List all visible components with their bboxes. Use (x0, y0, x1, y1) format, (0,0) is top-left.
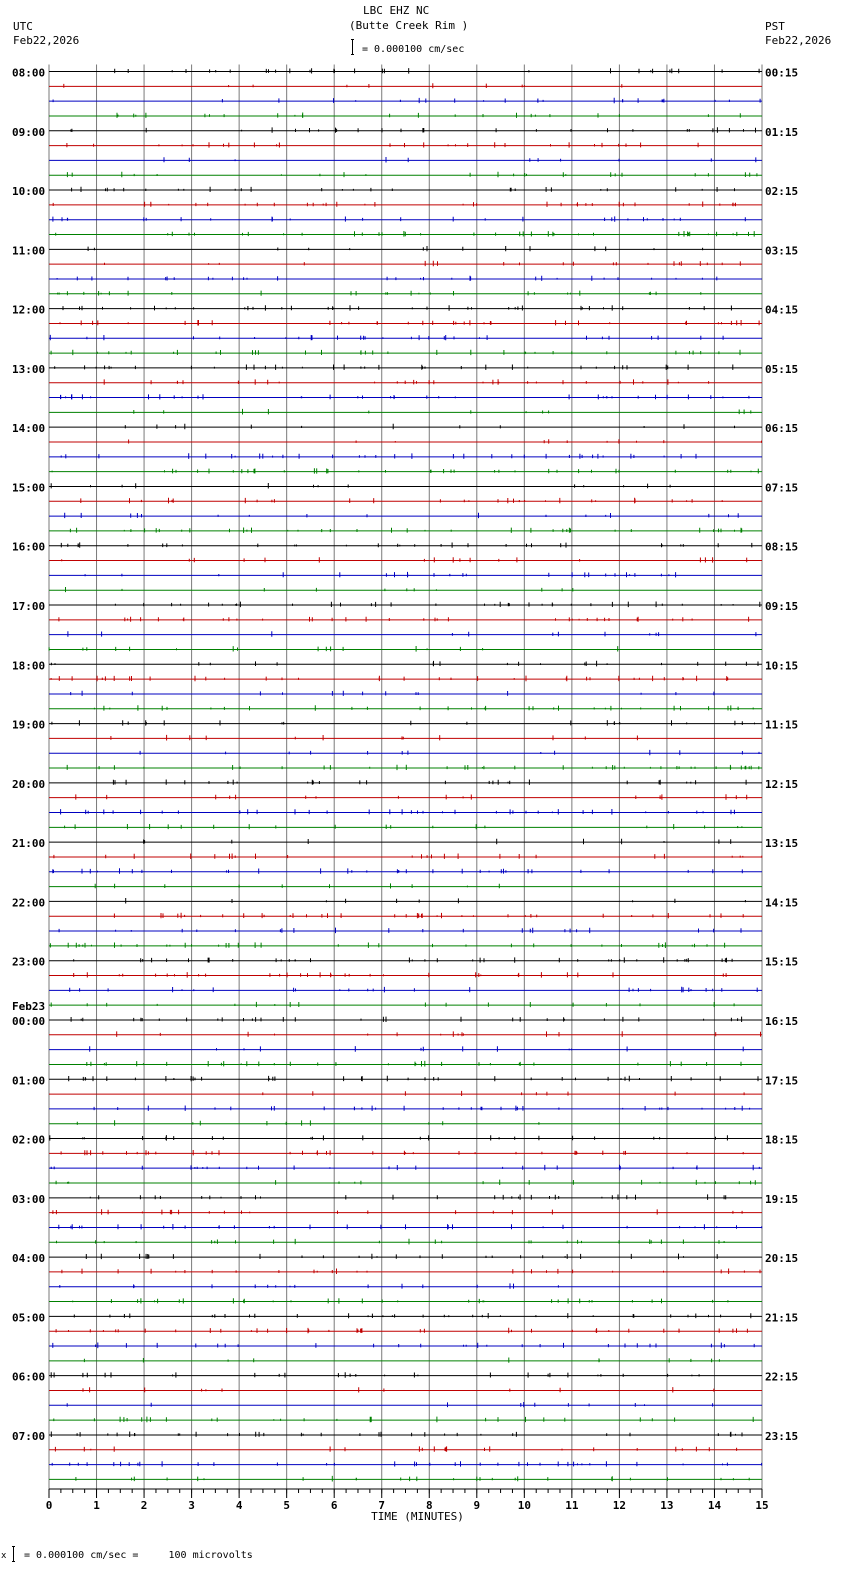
utc-time-label: 17:00 (12, 600, 46, 614)
utc-time-label: 18:00 (12, 659, 46, 673)
x-tick-label: 9 (473, 1499, 481, 1512)
x-tick-label: 7 (378, 1499, 386, 1512)
trace-noise (50, 1135, 728, 1141)
station-location: (Butte Creek Rim ) (349, 19, 469, 32)
trace-noise (51, 1432, 742, 1438)
utc-time-label: 20:00 (12, 777, 46, 791)
x-tick-label: 15 (755, 1499, 769, 1512)
trace-noise (263, 1091, 744, 1096)
station-title: LBC EHZ NC (363, 4, 430, 17)
x-tick-label: 6 (330, 1499, 338, 1512)
trace-noise (76, 1476, 749, 1482)
trace-noise (134, 409, 751, 415)
right-date: Feb22,2026 (765, 34, 832, 47)
pst-time-label: 18:15 (765, 1133, 799, 1147)
pst-time-label: 09:15 (765, 600, 799, 614)
utc-time-label: 05:00 (12, 1311, 46, 1325)
utc-time-label: 08:00 (12, 66, 46, 80)
pst-time-label: 22:15 (765, 1370, 799, 1384)
trace-noise (74, 957, 732, 963)
trace-noise (69, 1076, 758, 1082)
utc-time-label: 15:00 (12, 481, 46, 495)
trace-noise (62, 557, 747, 562)
trace-noise (144, 839, 731, 845)
trace-noise (57, 276, 717, 281)
trace-noise (49, 646, 618, 652)
trace-noise (56, 1328, 747, 1333)
utc-time-label: 01:00 (12, 1074, 46, 1088)
trace-noise (55, 365, 733, 370)
utc-time-label: 09:00 (12, 125, 46, 139)
trace-noise (61, 809, 735, 815)
trace-noise (117, 1031, 761, 1037)
pst-time-label: 15:15 (765, 955, 799, 969)
trace-noise (53, 216, 745, 221)
trace-noise (64, 83, 622, 88)
trace-noise (51, 676, 728, 682)
x-tick-label: 10 (517, 1499, 531, 1512)
utc-time-label: 13:00 (12, 362, 46, 376)
pst-time-label: 04:15 (765, 303, 799, 317)
x-tick-label: 2 (140, 1499, 148, 1512)
utc-time-label: 04:00 (12, 1252, 46, 1266)
trace-noise (51, 350, 740, 355)
trace-noise (57, 1239, 725, 1245)
trace-noise (63, 305, 731, 311)
trace-noise (74, 1313, 751, 1318)
pst-time-label: 20:15 (765, 1252, 799, 1266)
pst-time-label: 17:15 (765, 1074, 799, 1088)
time-axis (46, 1489, 769, 1523)
trace-noise (88, 246, 703, 251)
trace-noise (104, 379, 708, 385)
pst-time-label: 12:15 (765, 777, 799, 791)
trace-noise (94, 705, 753, 711)
pst-time-label: 13:15 (765, 837, 799, 851)
trace-noise (85, 572, 676, 578)
pst-time-label: 19:15 (765, 1192, 799, 1206)
trace-noise (84, 1358, 719, 1363)
trace-noise (51, 661, 758, 667)
footer-scale-bar-icon (12, 1546, 15, 1562)
trace-noise (70, 987, 758, 993)
utc-time-label: 19:00 (12, 718, 46, 732)
trace-noise (59, 1224, 762, 1230)
utc-time-label: 03:00 (12, 1192, 46, 1206)
trace-noise (111, 735, 638, 741)
utc-time-label: 12:00 (12, 303, 46, 317)
x-tick-label: 14 (707, 1499, 722, 1512)
trace-noise (50, 335, 723, 340)
trace-noise (61, 542, 752, 547)
trace-noise (51, 1165, 759, 1171)
trace-noise (76, 794, 747, 799)
scale-legend: = 0.000100 cm/sec (362, 44, 465, 55)
trace-noise (81, 498, 722, 504)
trace-noise (58, 291, 701, 296)
trace-noise (125, 424, 734, 430)
trace-noise (53, 868, 743, 874)
trace-noise (52, 468, 758, 473)
trace-noise (115, 68, 759, 74)
trace-noise (50, 942, 724, 948)
pst-time-label: 16:15 (765, 1014, 799, 1028)
trace-noise (51, 1002, 734, 1007)
utc-time-label: 06:00 (12, 1370, 46, 1384)
trace-noise (52, 720, 755, 726)
trace-noise (67, 142, 698, 147)
utc-time-label: 21:00 (12, 837, 46, 851)
utc-time-label: 11:00 (12, 244, 46, 258)
x-tick-label: 4 (235, 1499, 243, 1512)
trace-noise (55, 1446, 736, 1451)
footer-prefix: x (1, 1551, 7, 1561)
trace-noise (72, 187, 735, 192)
pst-time-label: 00:15 (765, 66, 799, 80)
utc-time-label: 10:00 (12, 185, 46, 199)
trace-noise (53, 1343, 754, 1349)
trace-noise (60, 1283, 559, 1288)
trace-noise (65, 824, 742, 829)
trace-noise (54, 1417, 753, 1423)
trace-noise (54, 854, 762, 860)
trace-noise (68, 631, 756, 637)
trace-noise (66, 587, 573, 592)
x-tick-label: 13 (660, 1499, 674, 1512)
footer-scale-note: = 0.000100 cm/sec = 100 microvolts (24, 1550, 253, 1561)
left-timezone: UTC (13, 20, 33, 33)
utc-time-label: 14:00 (12, 422, 46, 436)
trace-noise (62, 1269, 760, 1275)
trace-noise (140, 750, 759, 755)
left-date: Feb22,2026 (13, 34, 80, 47)
x-tick-label: 3 (188, 1499, 195, 1512)
trace-noise (53, 1209, 742, 1215)
trace-noise (71, 691, 714, 696)
trace-noise (90, 1194, 725, 1200)
trace-noise (67, 765, 759, 770)
x-tick-label: 8 (425, 1499, 433, 1512)
pst-time-label: 05:15 (765, 362, 799, 376)
utc-time-label: 22:00 (12, 896, 46, 910)
trace-noise (94, 1106, 750, 1111)
pst-time-label: 08:15 (765, 540, 799, 554)
trace-noise (67, 1402, 712, 1407)
trace-noise (61, 394, 749, 399)
pst-time-label: 06:15 (765, 422, 799, 436)
pst-time-label: 01:15 (765, 125, 799, 139)
trace-noise (71, 1017, 742, 1022)
utc-time-label: 07:00 (12, 1429, 46, 1443)
x-tick-label: 11 (565, 1499, 579, 1512)
trace-noise (61, 1150, 743, 1155)
x-tick-label: 1 (93, 1499, 100, 1512)
x-tick-label: 5 (283, 1499, 290, 1512)
pst-time-label: 21:15 (765, 1311, 799, 1325)
trace-noise (87, 1061, 741, 1067)
utc-time-label: 23:00 (12, 955, 46, 969)
utc-date-label: Feb23 (12, 999, 46, 1013)
trace-noise (67, 172, 757, 178)
trace-noise (53, 98, 760, 104)
trace-noise (115, 602, 759, 608)
utc-time-label: 16:00 (12, 540, 46, 554)
trace-noise (90, 1046, 744, 1052)
trace-noise (53, 202, 735, 207)
pst-time-label: 14:15 (765, 896, 799, 910)
trace-noise (74, 972, 726, 978)
trace-noise (52, 1461, 761, 1466)
x-tick-label: 0 (45, 1499, 53, 1512)
pst-time-label: 11:15 (765, 718, 799, 732)
pst-time-label: 23:15 (765, 1429, 799, 1443)
trace-noise (60, 320, 759, 326)
pst-time-label: 07:15 (765, 481, 799, 495)
trace-noise (51, 1372, 699, 1377)
trace-lines (49, 68, 762, 1481)
pst-time-label: 10:15 (765, 659, 799, 673)
trace-noise (70, 528, 741, 534)
trace-noise (117, 113, 740, 119)
trace-noise (73, 1298, 728, 1303)
trace-noise (95, 883, 499, 888)
trace-noise (56, 231, 755, 237)
x-tick-label: 12 (612, 1499, 627, 1512)
pst-time-label: 03:15 (765, 244, 799, 258)
trace-noise (65, 513, 739, 518)
x-axis-title: TIME (MINUTES) (371, 1510, 464, 1523)
trace-noise (71, 127, 756, 133)
utc-time-label: 02:00 (12, 1133, 46, 1147)
trace-noise (86, 1254, 717, 1260)
trace-noise (56, 1180, 755, 1185)
utc-time-label: 00:00 (12, 1014, 46, 1028)
pst-time-label: 02:15 (765, 185, 799, 199)
trace-noise (59, 928, 741, 934)
trace-noise (126, 898, 746, 904)
trace-noise (105, 261, 741, 267)
trace-noise (77, 1120, 539, 1126)
trace-noise (59, 617, 749, 622)
right-timezone: PST (765, 20, 785, 33)
trace-noise (61, 453, 696, 459)
